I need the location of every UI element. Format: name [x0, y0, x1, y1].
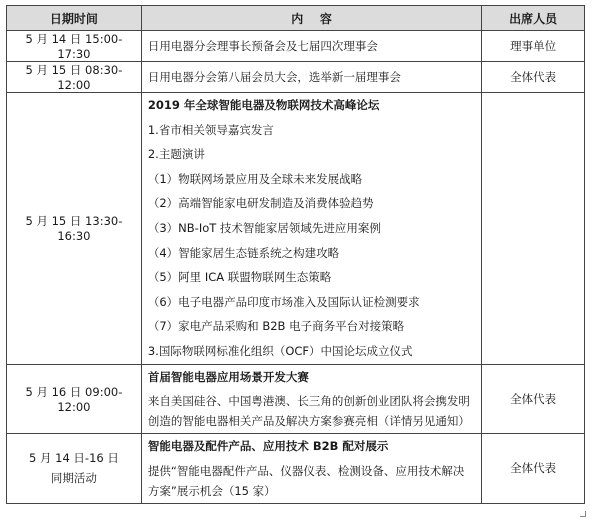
header-attendees: 出席人员 — [482, 6, 585, 31]
contest-title: 首届智能电器应用场景开发大赛 — [147, 369, 309, 384]
contest-description: 来自美国硅谷、中国粤港澳、长三角的创新创业团队将会携发明创造的智能电器相关产品及解决方案参赛亮相（详情另见通知） — [147, 394, 470, 429]
header-time: 日期时间 — [7, 6, 142, 31]
row-content — [141, 364, 481, 434]
list-item: 3.国际物联网标准化组织（OCF）中国论坛成立仪式 — [147, 343, 413, 358]
table-row — [7, 434, 585, 504]
expo-description: 提供“智能电器配件产品、仪器仪表、检测设备、应用技术解决方案”展示机会（15 家） — [147, 463, 465, 498]
row-attendees: 全体代表 — [482, 62, 585, 93]
schedule-table — [6, 5, 585, 504]
table-row — [7, 364, 585, 434]
list-item: （5）阿里 ICA 联盟物联网生态策略 — [147, 270, 332, 285]
row-attendees: 全体代表 — [482, 364, 585, 434]
expo-title: 智能电器及配件产品、应用技术 B2B 配对展示 — [147, 439, 389, 454]
row-attendees: 全体代表 — [482, 434, 585, 504]
list-item: （7）家电产品采购和 B2B 电子商务平台对接策略 — [147, 319, 405, 334]
row-content — [141, 434, 481, 504]
table-row — [7, 93, 585, 365]
corner-mark — [580, 511, 586, 517]
row-attendees: 理事单位 — [482, 31, 585, 62]
list-item: 1.省市相关领导嘉宾发言 — [147, 122, 274, 137]
row-content: 日用电器分会理事长预备会及七届四次理事会 — [141, 31, 481, 62]
list-item: （2）高端智能家电研发制造及消费体验趋势 — [147, 196, 374, 211]
list-item: （4）智能家居生态链系统之构建攻略 — [147, 245, 340, 260]
list-item: （1）物联网场景应用及全球未来发展战略 — [147, 171, 363, 186]
table-row — [7, 31, 585, 62]
row-time-label: 同期活动 — [50, 471, 97, 486]
table-row — [7, 62, 585, 93]
row-time: 5 月 15 日 13:30-16:30 — [7, 93, 142, 365]
list-item: （3）NB-IoT 技术智能家居领域先进应用案例 — [147, 220, 381, 235]
row-time-dates: 5 月 14 日-16 日 — [29, 451, 119, 466]
list-item: （6）电子电器产品印度市场准入及国际认证检测要求 — [147, 294, 420, 309]
forum-title: 2019 年全球智能电器及物联网技术高峰论坛 — [147, 98, 380, 112]
row-time — [7, 434, 142, 504]
list-item: 2.主题演讲 — [147, 147, 205, 162]
table-header-row — [7, 6, 585, 31]
row-content — [141, 93, 481, 365]
row-time: 5 月 16 日 09:00-12:00 — [7, 364, 142, 434]
header-content: 内 容 — [141, 6, 481, 31]
row-time: 5 月 15 日 08:30-12:00 — [7, 62, 142, 93]
row-time: 5 月 14 日 15:00-17:30 — [7, 31, 142, 62]
row-content: 日用电器分会第八届会员大会，选举新一届理事会 — [141, 62, 481, 93]
row-attendees — [482, 93, 585, 365]
